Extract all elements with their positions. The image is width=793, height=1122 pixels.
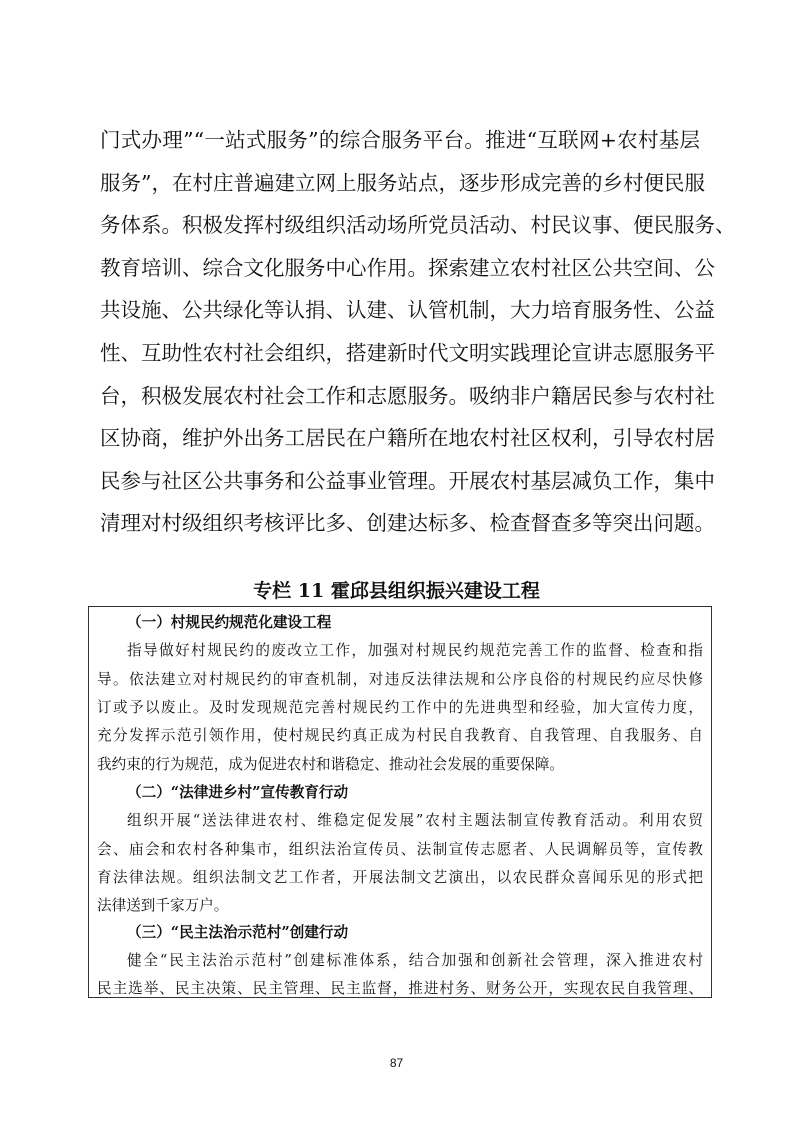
body-line: 服务”，在村庄普遍建立网上服务站点，逐步形成完善的乡村便民服 (100, 171, 705, 195)
box-line: 导。依法建立对村规民约的审查机制，对违反法律法规和公序良俗的村规民约应尽快修 (97, 671, 703, 688)
section-heading: （三）“民主法治示范村”创建行动 (127, 924, 349, 941)
body-line: 性、互助性农村社会组织，搭建新时代文明实践理论宣讲志愿服务平 (100, 341, 715, 365)
body-line: 共设施、公共绿化等认捐、认建、认管机制，大力培育服务性、公益 (100, 298, 715, 322)
box-line: 育法律法规。组织法制文艺工作者，开展法制文艺演出，以农民群众喜闻乐见的形式把 (97, 869, 703, 886)
box-line: 充分发挥示范引领作用，使村规民约真正成为村民自我教育、自我管理、自我服务、自 (97, 727, 703, 744)
body-line: 台，积极发展农村社会工作和志愿服务。吸纳非户籍居民参与农村社 (100, 384, 715, 408)
section-heading: （一）村规民约规范化建设工程 (127, 614, 332, 631)
body-line: 民参与社区公共事务和公益事业管理。开展农村基层减负工作，集中 (100, 469, 715, 493)
body-line: 务体系。积极发挥村级组织活动场所党员活动、村民议事、便民服务、 (100, 213, 736, 237)
body-line: 清理对村级组织考核评比多、创建达标多、检查督查多等突出问题。 (100, 511, 715, 535)
body-line: 门式办理”“一站式服务”的综合服务平台。推进“互联网+农村基层 (100, 128, 700, 152)
box-line: 法律送到千家万户。 (97, 897, 229, 914)
page-number: 87 (389, 1056, 404, 1070)
box-line: 订或予以废止。及时发现规范完善村规民约工作中的先进典型和经验，加大宣传力度， (97, 699, 703, 716)
section-heading: （二）“法律进乡村”宣传教育行动 (127, 784, 349, 801)
box-line: 健全“民主法治示范村”创建标准体系，结合加强和创新社会管理，深入推进农村 (127, 952, 703, 969)
box-title: 专栏 11 霍邱县组织振兴建设工程 (253, 580, 540, 602)
box-line: 民主选举、民主决策、民主管理、民主监督，推进村务、财务公开，实现农民自我管理、 (97, 980, 703, 997)
box-line: 指导做好村规民约的废改立工作，加强对村规民约规范完善工作的监督、检查和指 (127, 642, 703, 659)
box-line: 我约束的行为规范，成为促进农村和谐稳定、推动社会发展的重要保障。 (97, 756, 565, 773)
body-line: 区协商，维护外出务工居民在户籍所在地农村社区权利，引导农村居 (100, 426, 715, 450)
box-line: 会、庙会和农村各种集市，组织法治宣传员、法制宣传志愿者、人民调解员等，宣传教 (97, 841, 703, 858)
box-line: 组织开展“送法律进农村、维稳定促发展”农村主题法制宣传教育活动。利用农贸 (127, 812, 703, 829)
body-line: 教育培训、综合文化服务中心作用。探索建立农村社区公共空间、公 (100, 256, 715, 280)
